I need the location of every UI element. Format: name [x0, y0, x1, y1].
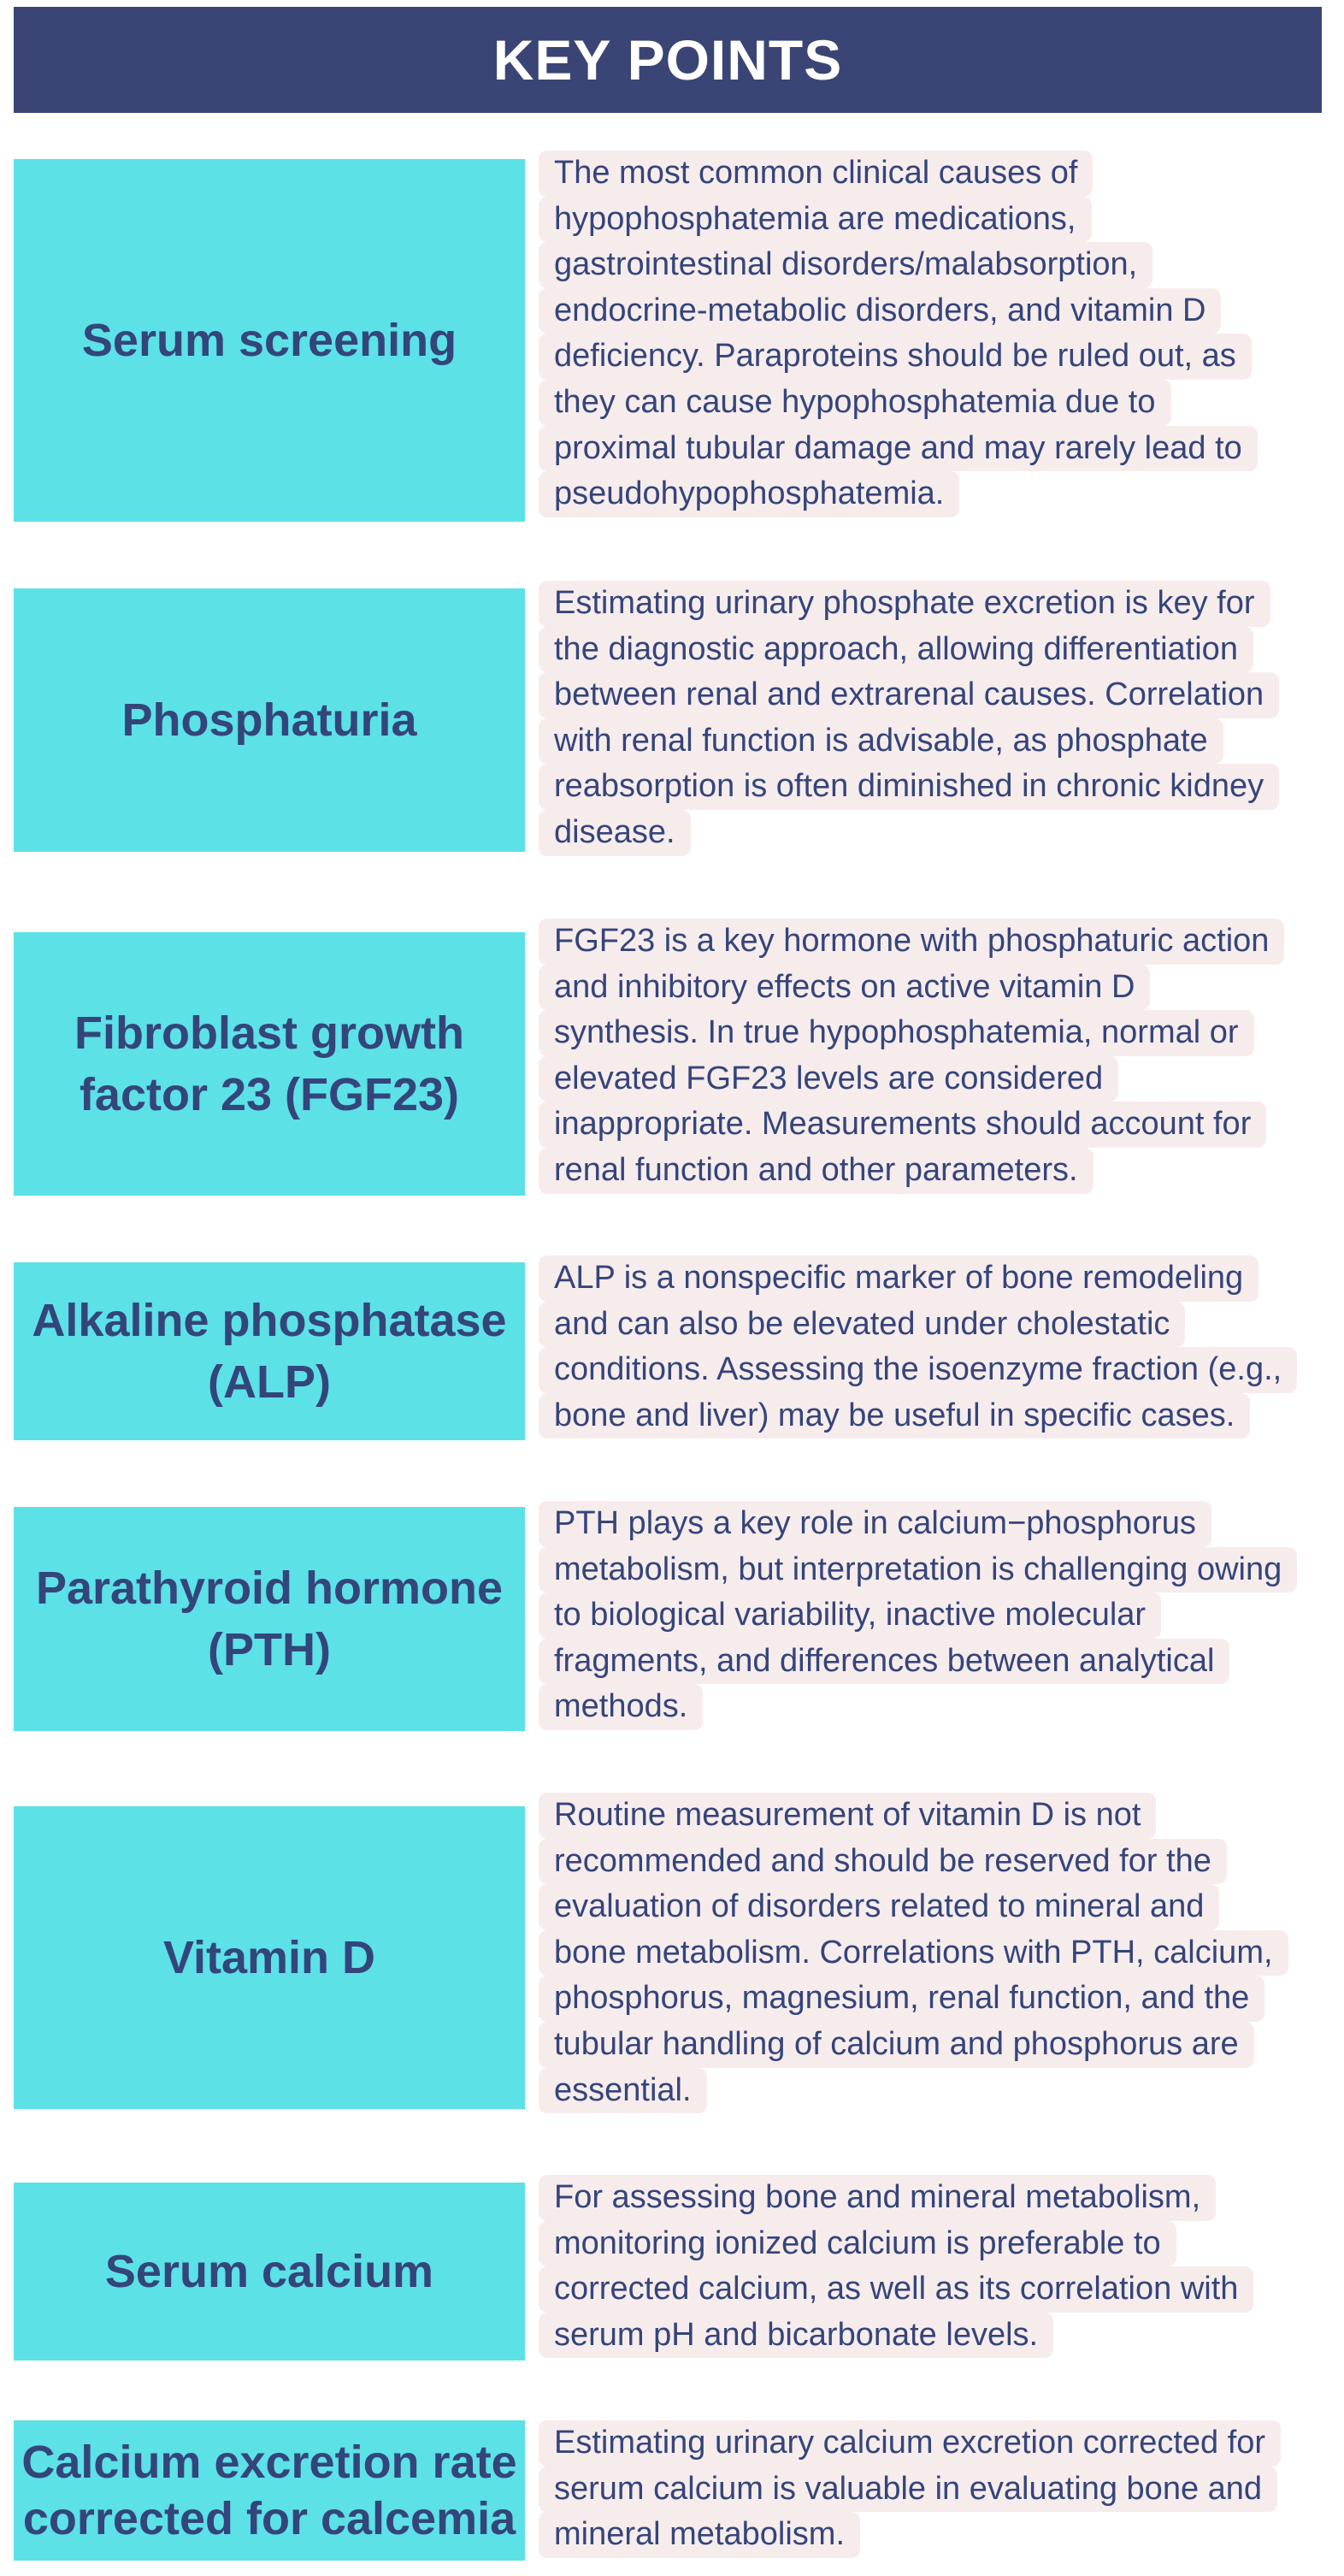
desc-serum-calcium — [539, 2175, 1335, 2358]
label-text: Phosphaturia — [121, 694, 417, 746]
desc-line: evaluation of disorders related to mineral and — [539, 1884, 1219, 1930]
desc-line: conditions. Assessing the isoenzyme fraction (e.g., — [539, 1347, 1297, 1393]
desc-line: Estimating urinary phosphate excretion is key for — [539, 581, 1270, 627]
desc-line: tubular handling of calcium and phosphorus are — [539, 2022, 1254, 2068]
label-pth — [14, 1507, 525, 1731]
desc-line: metabolism, but interpretation is challenging owing — [539, 1547, 1297, 1593]
label-vitamin-d — [14, 1806, 525, 2109]
label-serum-screening — [14, 159, 525, 522]
desc-line: inappropriate. Measurements should account for — [539, 1102, 1266, 1148]
label-phosphaturia — [14, 588, 525, 852]
desc-line: synthesis. In true hypophosphatemia, normal or — [539, 1010, 1254, 1056]
desc-line: bone and liver) may be useful in specific cases. — [539, 1393, 1250, 1439]
desc-line: monitoring ionized calcium is preferable to — [539, 2221, 1176, 2267]
desc-line: reabsorption is often diminished in chronic kidney — [539, 764, 1279, 810]
desc-line: proximal tubular damage and may rarely lead to — [539, 426, 1258, 472]
desc-serum-screening — [539, 151, 1335, 517]
desc-line: For assessing bone and mineral metabolism, — [539, 2175, 1216, 2221]
label-calcium-excretion-rate — [14, 2420, 525, 2561]
desc-line: endocrine-metabolic disorders, and vitamin D — [539, 288, 1221, 334]
desc-line: renal function and other parameters. — [539, 1148, 1093, 1194]
desc-line: essential. — [539, 2068, 707, 2114]
label-text: Fibroblast growth factor 23 (FGF23) — [74, 1007, 464, 1120]
desc-line: gastrointestinal disorders/malabsorption, — [539, 242, 1152, 288]
label-text: Serum calcium — [104, 2246, 434, 2297]
desc-line: FGF23 is a key hormone with phosphaturic action — [539, 919, 1284, 965]
desc-line: fragments, and differences between analytical — [539, 1639, 1229, 1685]
desc-line: the diagnostic approach, allowing differentiation — [539, 627, 1253, 673]
desc-calcium-excretion-rate — [539, 2420, 1335, 2558]
page-title: KEY POINTS — [14, 7, 1322, 113]
desc-pth — [539, 1501, 1335, 1730]
label-text: Serum screening — [81, 315, 457, 366]
desc-line: and inhibitory effects on active vitamin D — [539, 965, 1150, 1011]
desc-line: methods. — [539, 1684, 703, 1730]
desc-line: phosphorus, magnesium, renal function, and the — [539, 1976, 1264, 2022]
label-alp — [14, 1262, 525, 1440]
desc-line: Estimating urinary calcium excretion corrected for — [539, 2420, 1281, 2467]
desc-line: pseudohypophosphatemia. — [539, 471, 959, 517]
label-text: Alkaline phosphatase (ALP) — [32, 1295, 507, 1408]
desc-line: between renal and extrarenal causes. Correlation — [539, 672, 1279, 718]
desc-line: ALP is a nonspecific marker of bone remodeling — [539, 1256, 1259, 1302]
desc-fgf23 — [539, 919, 1335, 1194]
desc-line: corrected calcium, as well as its correlation with — [539, 2266, 1253, 2313]
desc-line: mineral metabolism. — [539, 2512, 860, 2558]
label-serum-calcium — [14, 2183, 525, 2360]
desc-line: with renal function is advisable, as phosphate — [539, 718, 1223, 765]
desc-line: and can also be elevated under cholestatic — [539, 1302, 1185, 1348]
desc-line: PTH plays a key role in calcium−phosphorus — [539, 1501, 1211, 1547]
desc-line: hypophosphatemia are medications, — [539, 197, 1092, 243]
desc-line: they can cause hypophosphatemia due to — [539, 380, 1171, 426]
label-text: Calcium excretion rate corrected for calcemia — [21, 2437, 517, 2544]
label-text: Vitamin D — [162, 1932, 376, 1983]
desc-line: to biological variability, inactive molecular — [539, 1592, 1161, 1639]
desc-line: deficiency. Paraproteins should be ruled out, as — [539, 334, 1252, 380]
desc-line: bone metabolism. Correlations with PTH, calcium, — [539, 1930, 1288, 1976]
label-fgf23 — [14, 932, 525, 1196]
desc-line: Routine measurement of vitamin D is not — [539, 1793, 1156, 1839]
desc-line: disease. — [539, 810, 691, 856]
desc-line: serum calcium is valuable in evaluating bone and — [539, 2467, 1277, 2513]
desc-line: serum pH and bicarbonate levels. — [539, 2313, 1053, 2359]
label-text: Parathyroid hormone (PTH) — [35, 1563, 504, 1675]
desc-line: The most common clinical causes of — [539, 151, 1093, 197]
desc-line: elevated FGF23 levels are considered — [539, 1056, 1118, 1102]
desc-line: recommended and should be reserved for the — [539, 1839, 1227, 1885]
desc-alp — [539, 1256, 1335, 1439]
desc-vitamin-d — [539, 1793, 1335, 2113]
desc-phosphaturia — [539, 581, 1335, 856]
